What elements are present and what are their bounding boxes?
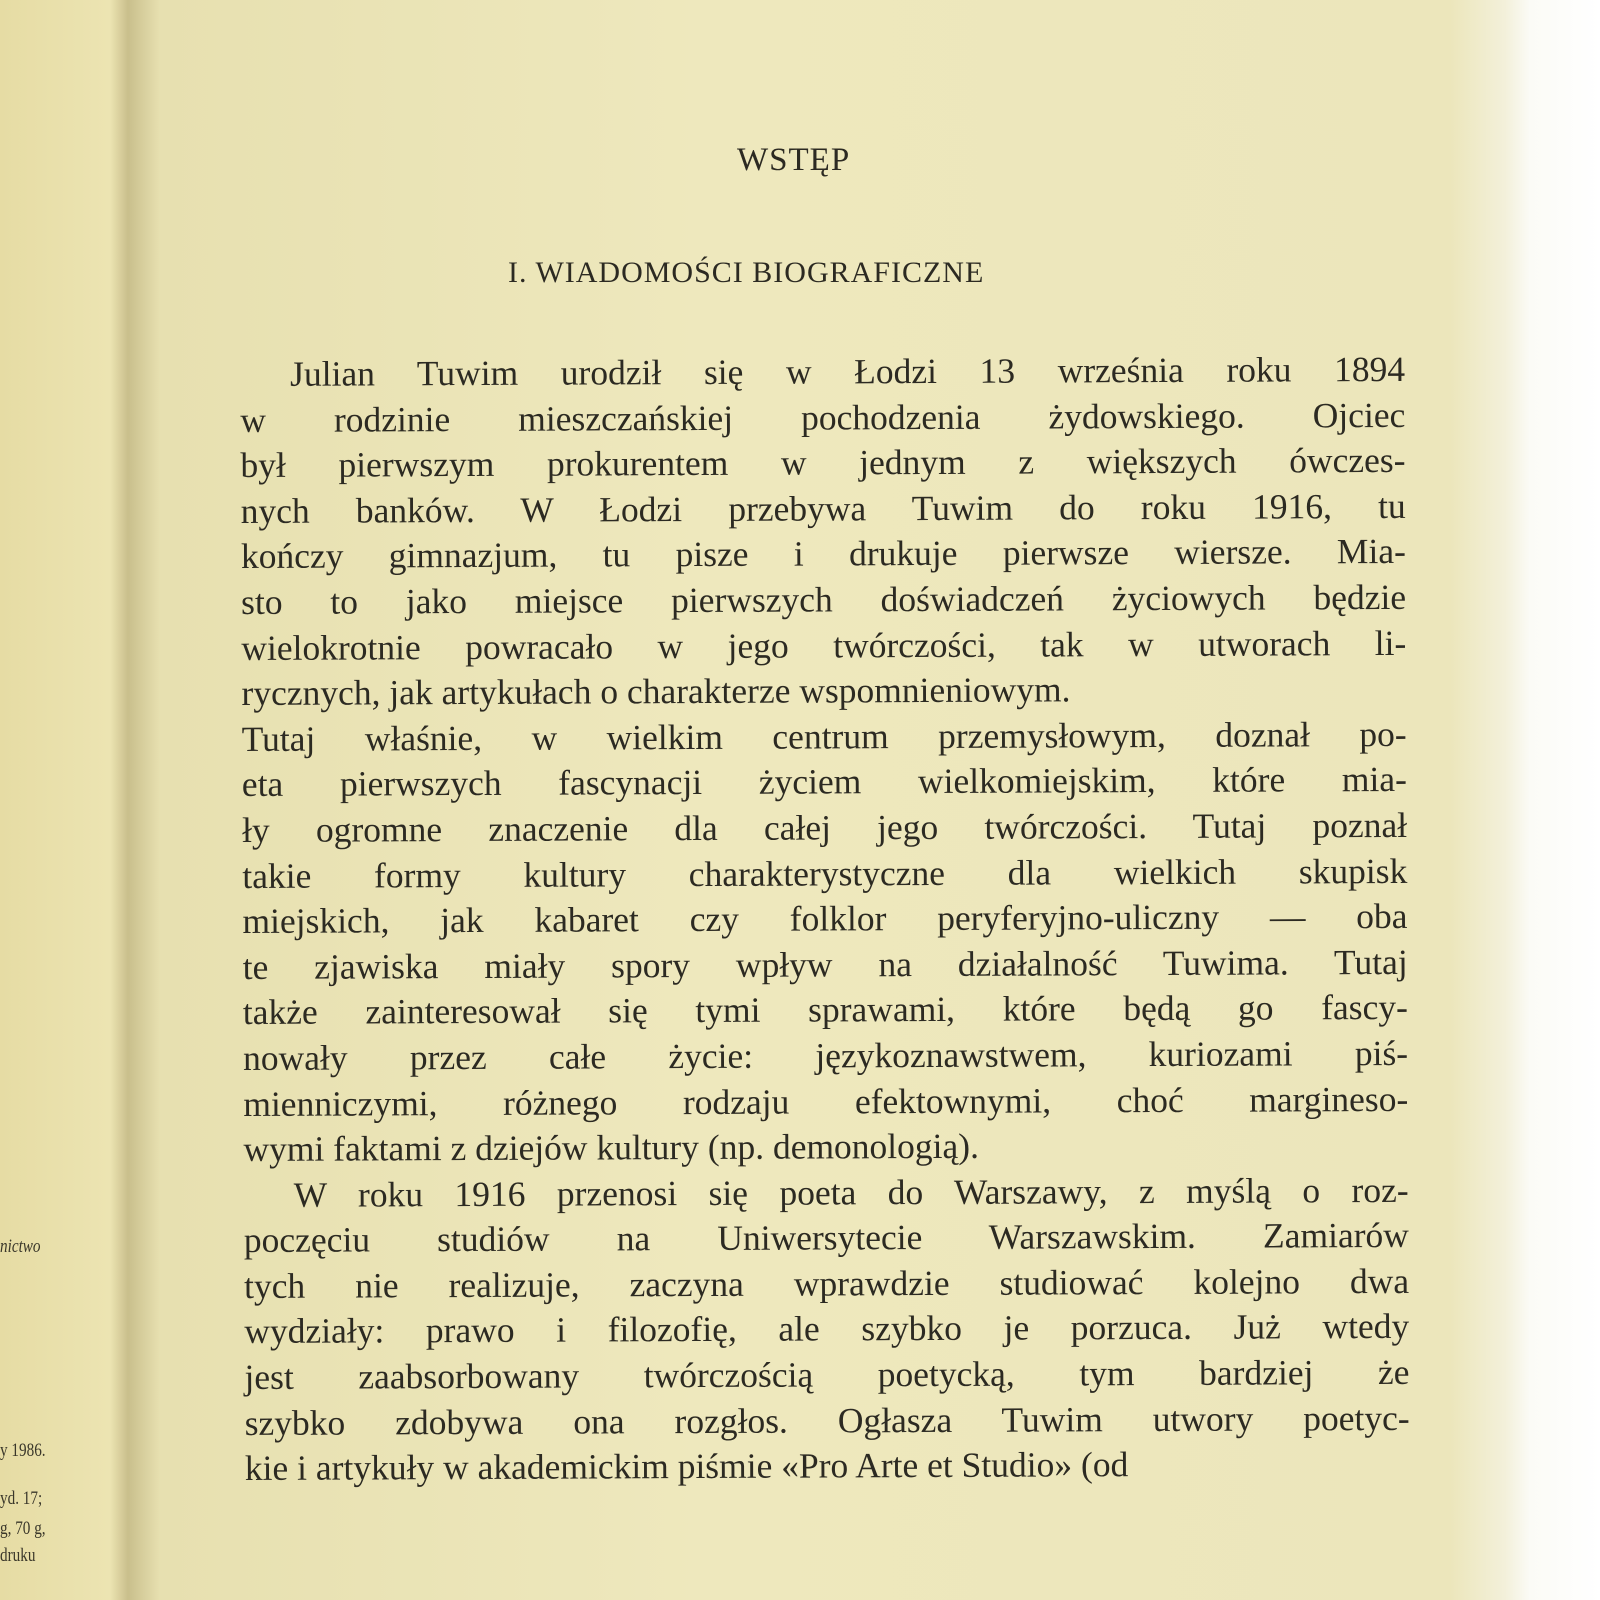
text-line: Julian Tuwim urodził się w Łodzi 13 września roku 1894 [290, 348, 1406, 394]
text-line: wielokrotnie powracało w jego twórczości, tak w utworach li- [241, 622, 1407, 668]
body-text [240, 347, 1410, 1492]
text-line: poczęciu studiów na Uniwersytecie Warszawskim. Zamiarów [243, 1215, 1409, 1261]
text-line: eta pierwszych fascynacji życiem wielkomiejskim, które mia- [241, 759, 1407, 805]
left-page-fragment: druku [0, 1545, 36, 1566]
text-line: kie i artykuły w akademickim piśmie «Pro Arte et Studio» (od [244, 1444, 1129, 1489]
text-line: Tutaj właśnie, w wielkim centrum przemysłowym, doznał po- [241, 713, 1407, 759]
left-page-fragment: y 1986. [0, 1440, 46, 1461]
text-line: szybko zdobywa ona rozgłos. Ogłasza Tuwim utwory poetyc- [244, 1397, 1410, 1443]
text-line: kończy gimnazjum, tu pisze i drukuje pierwsze wiersze. Mia- [240, 531, 1406, 577]
left-page-fragment: g, 70 g, [0, 1518, 46, 1539]
text-line: nowały przez całe życie: językoznawstwem, kuriozami piś- [242, 1032, 1409, 1078]
text-line: wydziały: prawo i filozofię, ale szybko je porzuca. Już wtedy [244, 1306, 1410, 1352]
text-line: takie formy kultury charakterystyczne dla wielkich skupisk [242, 850, 1408, 896]
text-line: rycznych, jak artykułach o charakterze wspomnieniowym. [241, 669, 1071, 714]
text-line: te zjawiska miały spory wpływ na działalność Tuwima. Tutaj [242, 941, 1408, 987]
text-line: w rodzinie mieszczańskiej pochodzenia żydowskiego. Ojciec [240, 394, 1406, 440]
left-page-fragment: nictwo [0, 1236, 41, 1257]
text-line: jest zaabsorbowany twórczością poetycką, tym bardziej że [244, 1351, 1410, 1398]
text-line: sto to jako miejsce pierwszych doświadczeń życiowych będzie [241, 576, 1407, 622]
text-line: nych banków. W Łodzi przebywa Tuwim do roku 1916, tu [240, 485, 1406, 531]
text-line: miejskich, jak kabaret czy folklor peryferyjno-uliczny — oba [242, 896, 1408, 942]
text-line: W roku 1916 przenosi się poeta do Warszawy, z myślą o roz- [293, 1169, 1409, 1215]
left-page-fragment: yd. 17; [0, 1488, 43, 1509]
text-line: mienniczymi, różnego rodzaju efektownymi, choć margineso- [243, 1078, 1409, 1124]
text-line: wymi faktami z dziejów kultury (np. demonologią). [243, 1125, 980, 1170]
text-line: także zainteresował się tymi sprawami, które będą go fascy- [242, 987, 1408, 1033]
text-line: był pierwszym prokurentem w jednym z większych ówczes- [240, 440, 1406, 486]
section-heading: I. WIADOMOŚCI BIOGRAFICZNE [508, 256, 985, 289]
text-line: tych nie realizuje, zaczyna wprawdzie studiować kolejno dwa [243, 1260, 1410, 1306]
page-title: WSTĘP [737, 142, 851, 178]
text-line: ły ogromne znaczenie dla całej jego twórczości. Tutaj poznał [241, 804, 1408, 850]
